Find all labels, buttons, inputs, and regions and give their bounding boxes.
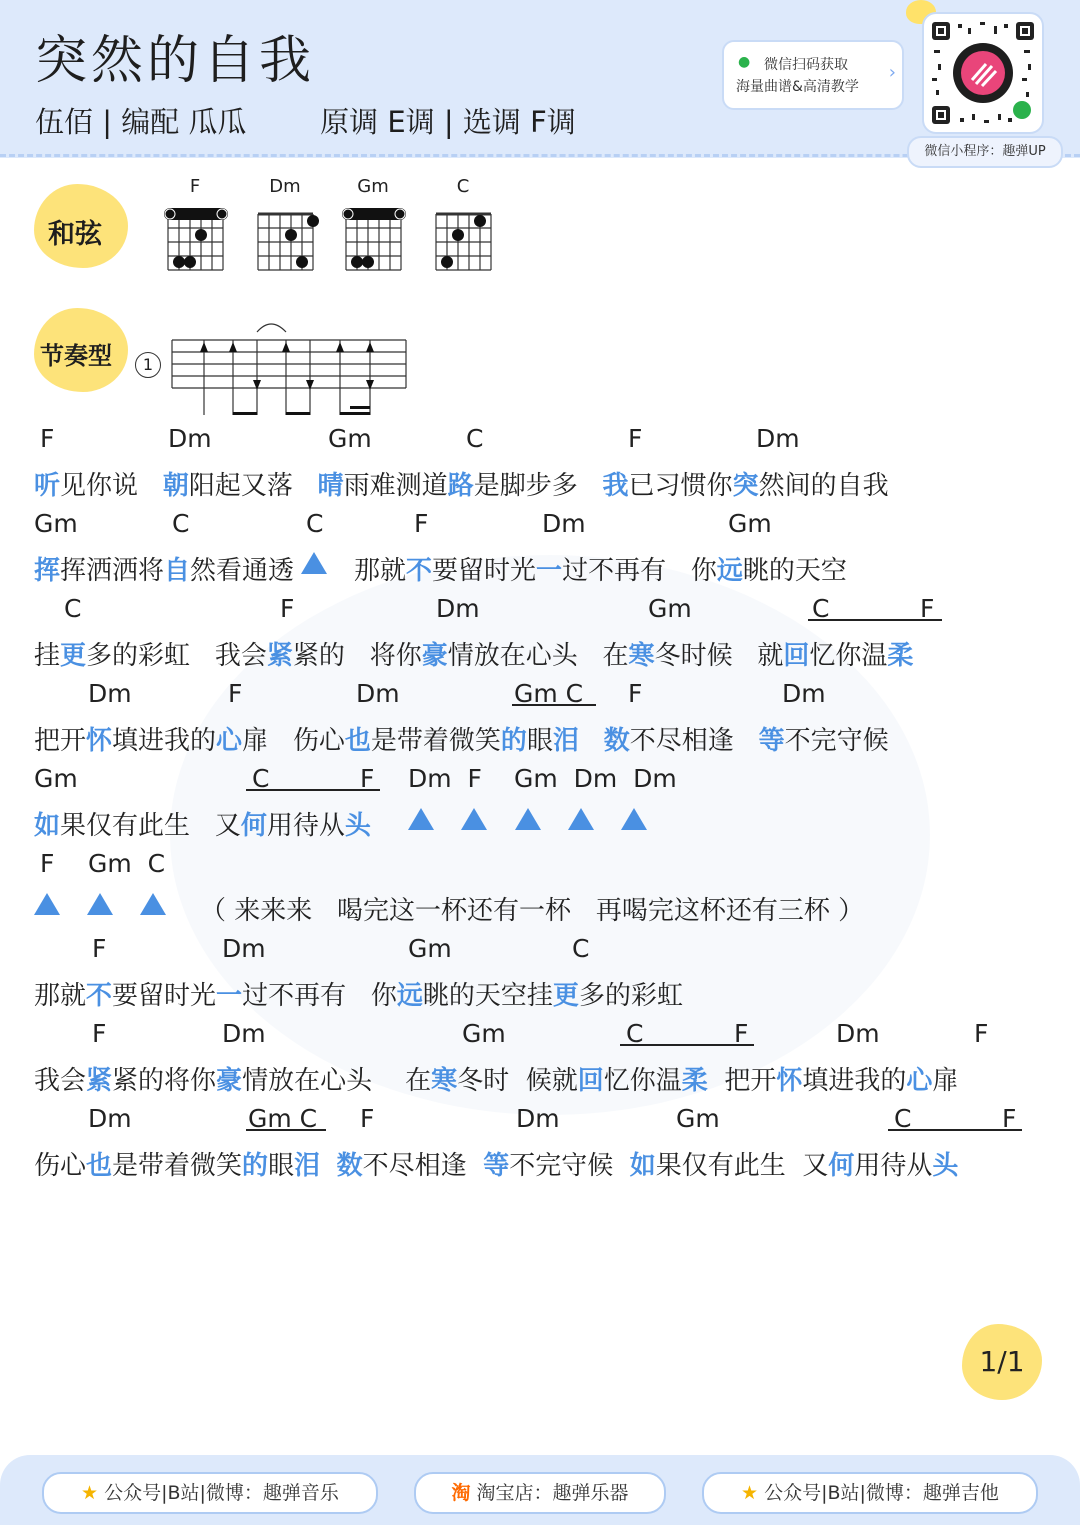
chord-label: C bbox=[894, 1104, 912, 1133]
lyric-line: 挥挥洒洒将自然看通透 bbox=[34, 556, 295, 586]
chord-underline bbox=[888, 1129, 1022, 1131]
chord-label: F bbox=[628, 424, 643, 453]
chord-label: Gm C bbox=[514, 679, 584, 708]
footer-link-label: 公众号|B站|微博：趣弹吉他 bbox=[764, 1482, 999, 1504]
chord-underline bbox=[246, 1129, 326, 1131]
chord-label: C bbox=[626, 1019, 644, 1048]
chord-label: Gm Dm Dm bbox=[514, 764, 677, 793]
chord-label: F bbox=[360, 764, 375, 793]
chord-label: C bbox=[812, 594, 830, 623]
lyric-line: 挂更多的彩虹 我会紧紧的 将你豪情放在心头 在寒冬时候 就回忆你温柔 bbox=[34, 641, 914, 671]
footer-link-guitar[interactable] bbox=[702, 1472, 1038, 1514]
lyric-line: 伤心也是带着微笑的眼泪 数不尽相逢 等不完守候 如果仅有此生 又何用待从头 bbox=[34, 1151, 959, 1181]
chord-label: F bbox=[92, 934, 107, 963]
chord-label: F bbox=[280, 594, 295, 623]
chord-label: Gm bbox=[648, 594, 692, 623]
footer-link-taobao[interactable] bbox=[414, 1472, 666, 1514]
chord-label: F bbox=[734, 1019, 749, 1048]
chords-badge-label: 和弦 bbox=[48, 219, 102, 250]
chord-underline bbox=[620, 1044, 754, 1046]
chord-label: F bbox=[920, 594, 935, 623]
strum-marker bbox=[568, 808, 594, 830]
chord-underline bbox=[512, 704, 596, 706]
chord-label: Dm bbox=[542, 509, 586, 538]
chord-underline bbox=[808, 619, 942, 621]
chord-label: C bbox=[64, 594, 82, 623]
chord-label: Dm bbox=[356, 679, 400, 708]
song-title: 突然的自我 bbox=[35, 31, 316, 91]
chord-label: Dm bbox=[516, 1104, 560, 1133]
lyric-line: 如果仅有此生 又何用待从头 bbox=[34, 811, 371, 841]
chord-label: Gm C bbox=[88, 849, 166, 878]
strum-marker bbox=[34, 893, 60, 915]
chord-label: F bbox=[1002, 1104, 1017, 1133]
chord-underline bbox=[246, 789, 380, 791]
chord-label: F bbox=[360, 1104, 375, 1133]
footer-link-label: 淘宝店：趣弹乐器 bbox=[476, 1482, 629, 1504]
qr-code[interactable] bbox=[922, 12, 1044, 134]
chord-label: Dm bbox=[836, 1019, 880, 1048]
chord-label: Gm bbox=[34, 509, 78, 538]
footer-link-label: 公众号|B站|微博：趣弹音乐 bbox=[104, 1482, 339, 1504]
strum-marker bbox=[621, 808, 647, 830]
strum-marker bbox=[140, 893, 166, 915]
chord-label: Dm F bbox=[408, 764, 482, 793]
chord-label: Dm bbox=[88, 679, 132, 708]
chord-name: F bbox=[189, 176, 201, 197]
chord-label: Gm bbox=[408, 934, 452, 963]
chord-label: Gm C bbox=[248, 1104, 318, 1133]
lyric-line: 听见你说 朝阳起又落 晴雨难测道路是脚步多 我已习惯你突然间的自我 bbox=[34, 471, 889, 501]
footer-link-music[interactable] bbox=[42, 1472, 378, 1514]
qr-code-icon bbox=[924, 14, 1042, 132]
chevron-right-icon: › bbox=[888, 62, 896, 83]
chord-label: F bbox=[40, 849, 55, 878]
mini-program-label: 微信小程序：趣弹UP bbox=[907, 136, 1063, 168]
chord-label: Dm bbox=[168, 424, 212, 453]
chord-name: C bbox=[456, 176, 470, 197]
chord-label: F bbox=[228, 679, 243, 708]
chord-label: Gm bbox=[462, 1019, 506, 1048]
song-meta: 伍佰 | 编配 瓜瓜 原调 E调 | 选调 F调 bbox=[35, 105, 576, 139]
strum-marker bbox=[408, 808, 434, 830]
chord-label: C bbox=[306, 509, 324, 538]
wechat-icon: ● bbox=[738, 54, 751, 70]
lyric-line: （ 来来来 喝完这一杯还有一杯 再喝完这杯还有三杯 ） bbox=[200, 896, 865, 926]
taobao-icon: 淘 bbox=[451, 1482, 471, 1504]
strum-marker bbox=[301, 552, 327, 574]
chord-label: F bbox=[414, 509, 429, 538]
chord-label: Dm bbox=[436, 594, 480, 623]
strum-marker bbox=[461, 808, 487, 830]
chord-label: F bbox=[628, 679, 643, 708]
chord-label: F bbox=[92, 1019, 107, 1048]
chord-label: C bbox=[572, 934, 590, 963]
chord-label: Gm bbox=[728, 509, 772, 538]
chord-label: C bbox=[172, 509, 190, 538]
chord-label: Gm bbox=[34, 764, 78, 793]
chord-label: Dm bbox=[222, 1019, 266, 1048]
strum-marker bbox=[87, 893, 113, 915]
chord-label: C bbox=[252, 764, 270, 793]
wechat-scan-button[interactable] bbox=[722, 40, 904, 110]
page-number: 1/1 bbox=[979, 1345, 1025, 1378]
rhythm-staff bbox=[170, 320, 410, 420]
chord-label: F bbox=[974, 1019, 989, 1048]
strum-marker bbox=[515, 808, 541, 830]
rhythm-number: 1 bbox=[135, 352, 161, 378]
chord-grid bbox=[340, 198, 410, 298]
chord-label: Gm bbox=[328, 424, 372, 453]
chord-grid bbox=[252, 198, 322, 298]
chord-grid bbox=[162, 198, 232, 298]
chord-label: F bbox=[40, 424, 55, 453]
chord-label: C bbox=[466, 424, 484, 453]
chord-label: Dm bbox=[756, 424, 800, 453]
chord-label: Dm bbox=[88, 1104, 132, 1133]
lyric-line: 那就不要留时光一过不再有 你远眺的天空 bbox=[354, 556, 847, 586]
lyric-line: 我会紧紧的将你豪情放在心头 在寒冬时 候就回忆你温柔 把开怀填进我的心扉 bbox=[34, 1066, 959, 1096]
chord-label: Gm bbox=[676, 1104, 720, 1133]
chord-label: Dm bbox=[222, 934, 266, 963]
chord-grid bbox=[430, 198, 500, 298]
lyric-line: 把开怀填进我的心扉 伤心也是带着微笑的眼泪 数不尽相逢 等不完守候 bbox=[34, 726, 889, 756]
chord-label: Dm bbox=[782, 679, 826, 708]
chord-name: Gm bbox=[357, 176, 389, 197]
wechat-line-2: 海量曲谱&高清教学 bbox=[736, 79, 859, 95]
chord-name: Dm bbox=[269, 176, 301, 197]
wechat-line-1: 微信扫码获取 bbox=[764, 57, 848, 73]
rhythm-badge-label: 节奏型 bbox=[40, 342, 112, 370]
lyric-line: 那就不要留时光一过不再有 你远眺的天空挂更多的彩虹 bbox=[34, 981, 683, 1011]
star-icon: ★ bbox=[81, 1482, 99, 1504]
star-icon: ★ bbox=[741, 1482, 759, 1504]
